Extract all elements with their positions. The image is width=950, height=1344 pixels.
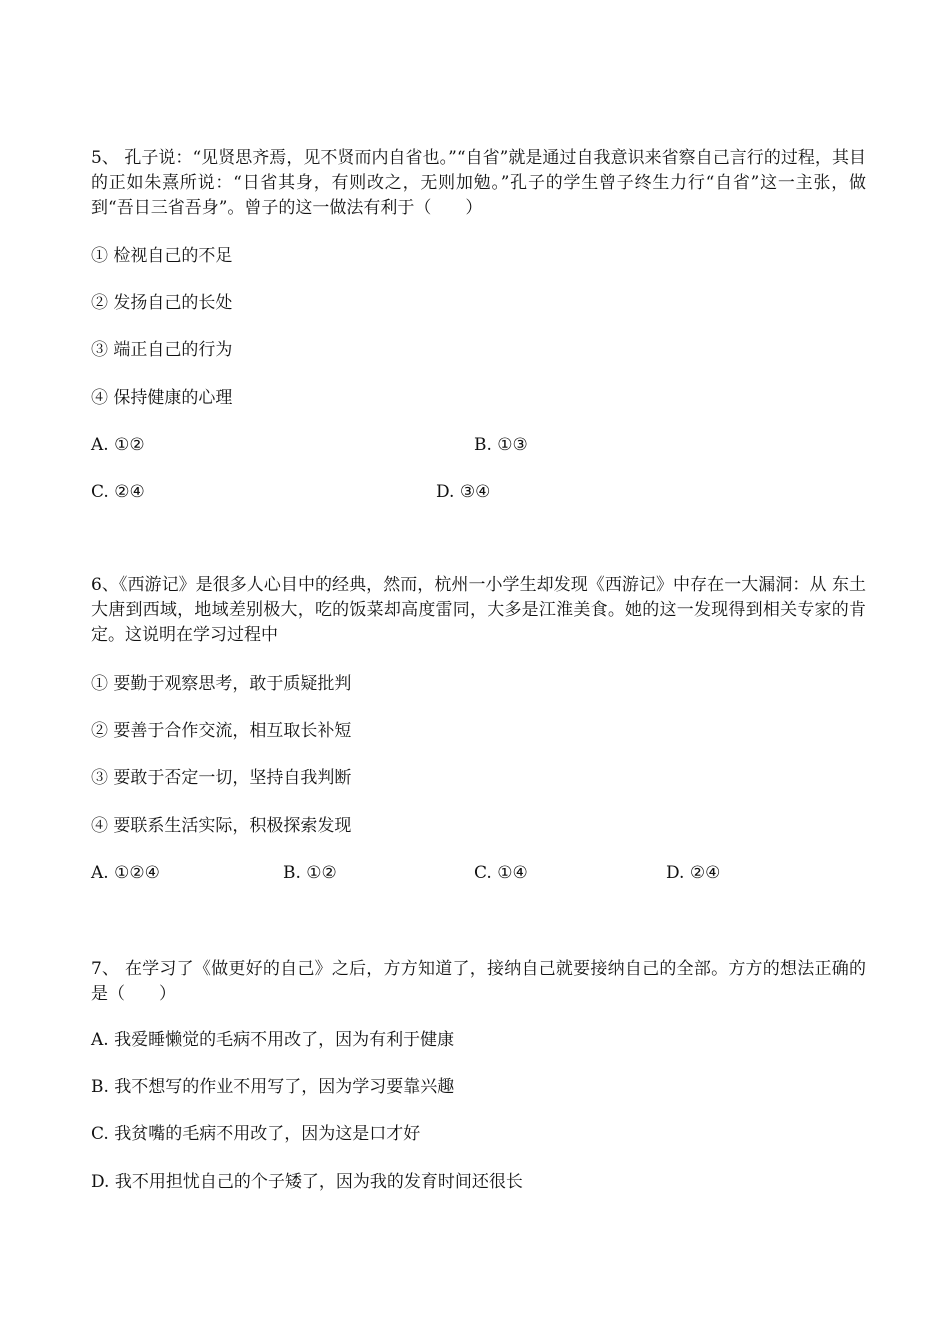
q6-choice-b: B. ①② bbox=[283, 863, 337, 883]
question-5-stem: 5、 孔子说：“见贤思齐焉，见不贤而内自省也。”“自省”就是通过自我意识来省察自己言行的过程，其目的正如朱熹所说：“日省其身，有则改之，无则加勉。”孔子的学生曾子终生力行“自省”这一主张，做到“吾日三省吾身”。曾子的这一做法有利于（ ） bbox=[91, 148, 866, 218]
q5-choice-d: D. ③④ bbox=[436, 482, 491, 502]
q6-item-4: ④ 要联系生活实际，积极探索发现 bbox=[91, 816, 352, 836]
q5-item-1: ① 检视自己的不足 bbox=[91, 246, 233, 266]
question-6 bbox=[91, 573, 866, 648]
q6-choice-c: C. ①④ bbox=[474, 863, 528, 883]
q5-item-3: ③ 端正自己的行为 bbox=[91, 340, 233, 360]
q6-item-3: ③ 要敢于否定一切，坚持自我判断 bbox=[91, 768, 352, 788]
q5-choice-c: C. ②④ bbox=[91, 482, 145, 502]
question-7-stem: 7、 在学习了《做更好的自己》之后，方方知道了，接纳自己就要接纳自己的全部。方方的想法正确的是（ ） bbox=[91, 959, 866, 1004]
q7-choice-b: B. 我不想写的作业不用写了，因为学习要靠兴趣 bbox=[91, 1077, 455, 1097]
q6-choice-a: A. ①②④ bbox=[91, 863, 160, 883]
q5-item-4: ④ 保持健康的心理 bbox=[91, 388, 233, 408]
q6-item-1: ① 要勤于观察思考，敢于质疑批判 bbox=[91, 674, 352, 694]
q6-item-2: ② 要善于合作交流，相互取长补短 bbox=[91, 721, 352, 741]
question-7 bbox=[91, 957, 866, 1007]
question-6-stem: 6、《西游记》是很多人心目中的经典，然而，杭州一小学生却发现《西游记》中存在一大漏洞：从 东土大唐到西域，地域差别极大，吃的饭菜却高度雷同，大多是江淮美食。她的这一发现得到相关专家的肯定。这说明在学习过程中 bbox=[91, 575, 866, 645]
q7-choice-c: C. 我贫嘴的毛病不用改了，因为这是口才好 bbox=[91, 1124, 421, 1144]
q5-choice-b: B. ①③ bbox=[474, 435, 528, 455]
question-5 bbox=[91, 146, 866, 221]
q7-choice-a: A. 我爱睡懒觉的毛病不用改了，因为有利于健康 bbox=[91, 1030, 455, 1050]
q7-choice-d: D. 我不用担忧自己的个子矮了，因为我的发育时间还很长 bbox=[91, 1172, 523, 1192]
q5-item-2: ② 发扬自己的长处 bbox=[91, 293, 233, 313]
q6-choice-d: D. ②④ bbox=[666, 863, 721, 883]
q5-choice-a: A. ①② bbox=[91, 435, 145, 455]
